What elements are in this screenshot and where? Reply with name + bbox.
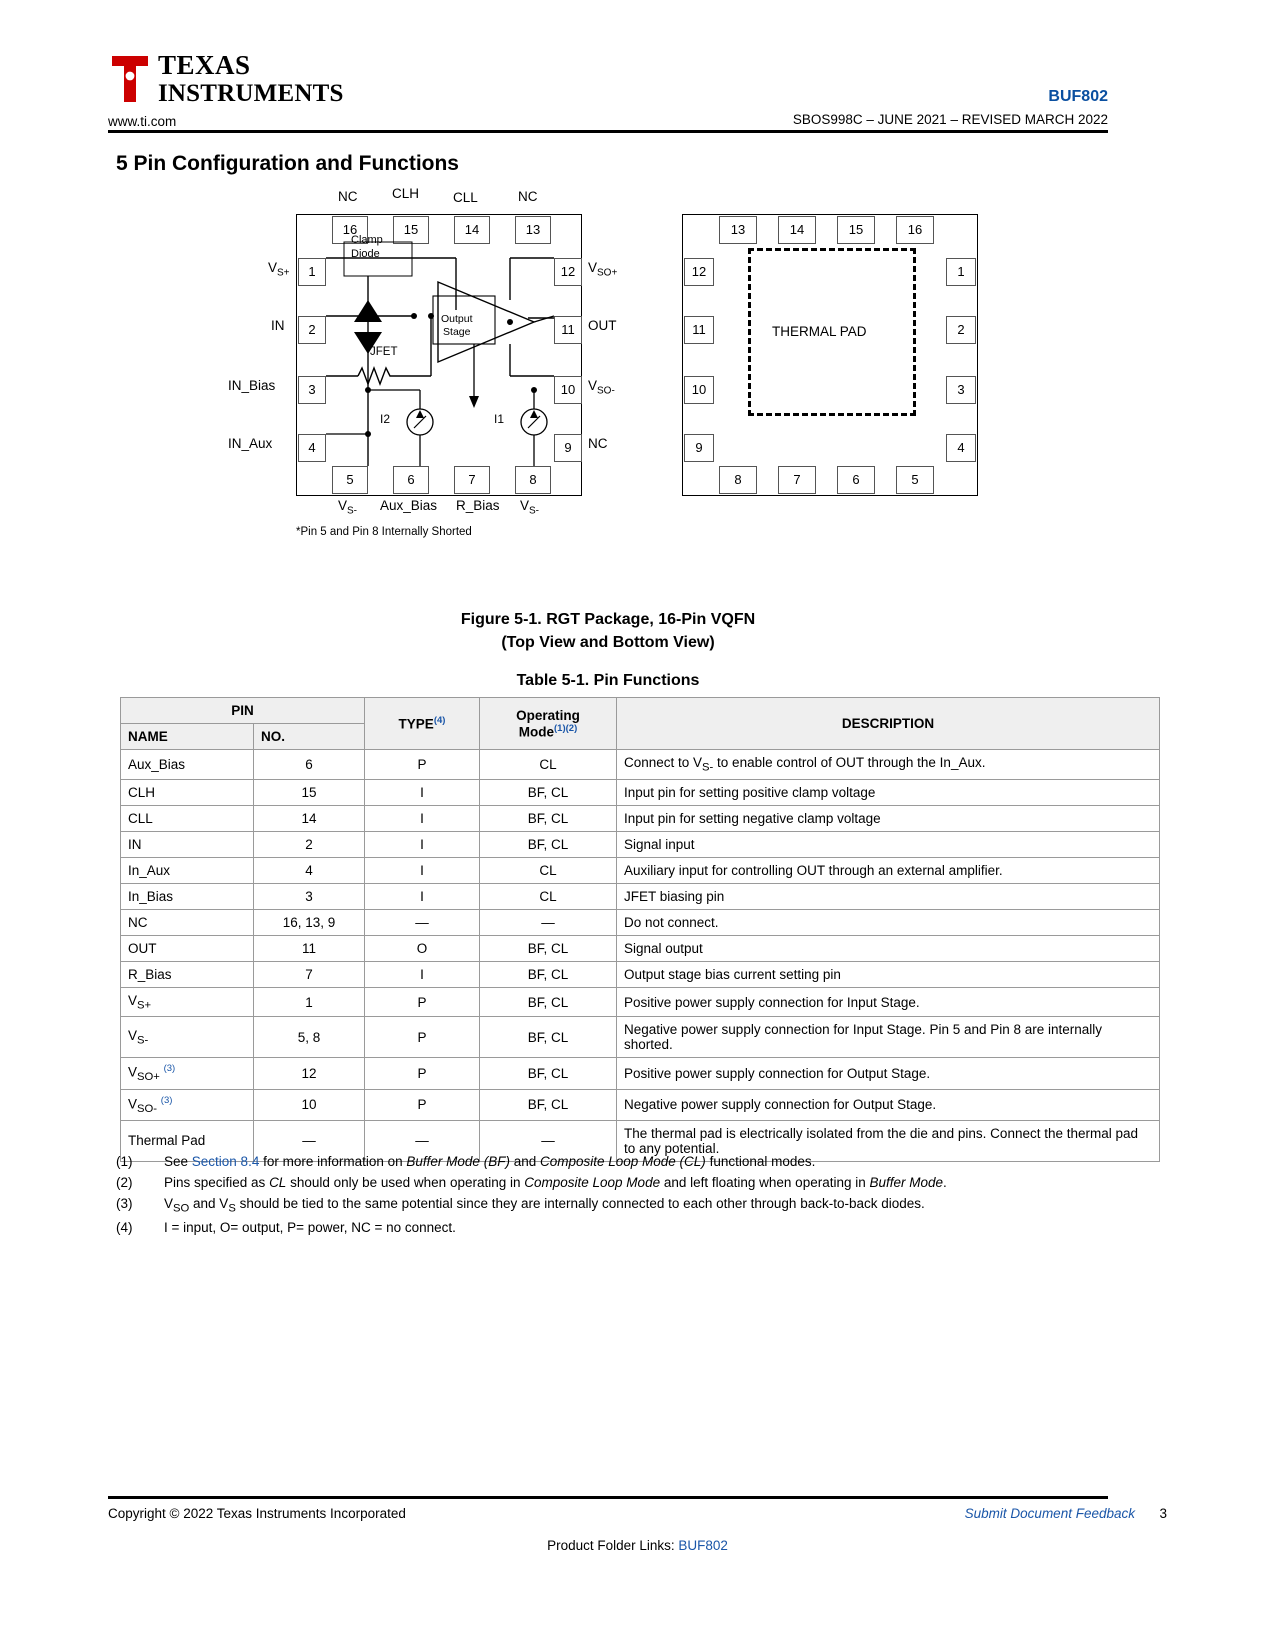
cell-pin-type: I — [365, 831, 480, 857]
cell-description: Signal input — [617, 831, 1160, 857]
ti-website[interactable]: www.ti.com — [108, 114, 177, 129]
footnote-2 — [116, 1173, 1116, 1194]
cell-operating-mode: BF, CL — [480, 805, 617, 831]
pin-functions-table — [120, 697, 1160, 1162]
footnote-4 — [116, 1218, 1116, 1239]
cell-pin-type: I — [365, 857, 480, 883]
table-row — [121, 1017, 1160, 1058]
bottom-view-pin-12: 12 — [684, 258, 714, 286]
internal-schematic — [296, 214, 582, 496]
cell-operating-mode: — — [480, 1120, 617, 1161]
cell-description: Do not connect. — [617, 909, 1160, 935]
top-view-pin-5: 5 — [332, 466, 368, 494]
footnotes — [116, 1152, 1116, 1239]
cell-operating-mode: BF, CL — [480, 779, 617, 805]
cell-pin-type: I — [365, 883, 480, 909]
bottom-view-pin-2: 2 — [946, 316, 976, 344]
cell-operating-mode: BF, CL — [480, 1017, 617, 1058]
top-view-pin-10: 10 — [554, 376, 582, 404]
top-pin-label-15: CLH — [392, 186, 420, 201]
bottom-view-pin-8: 8 — [719, 466, 757, 494]
bottom-view-pin-14: 14 — [778, 216, 816, 244]
package-figure — [108, 186, 1108, 606]
footer-divider — [108, 1496, 1108, 1499]
right-pin-label-vsominus: $V_{SO-}$ — [588, 378, 615, 397]
cell-pin-type: I — [365, 779, 480, 805]
cell-pin-no: 15 — [254, 779, 365, 805]
jfet-label: JFET — [370, 346, 398, 358]
top-view-pin-3: 3 — [298, 376, 326, 404]
cell-operating-mode: CL — [480, 857, 617, 883]
pin-functions-body — [121, 750, 1160, 1162]
left-pin-label-in: IN — [271, 318, 285, 333]
cell-operating-mode: BF, CL — [480, 1058, 617, 1089]
footnote-2-num: (2) — [116, 1174, 133, 1190]
page-title: 5 Pin Configuration and Functions — [116, 152, 459, 175]
top-view-pin-12: 12 — [554, 258, 582, 286]
figure-caption — [108, 608, 1108, 654]
header-divider — [108, 130, 1108, 133]
cell-pin-type: — — [365, 909, 480, 935]
bottom-view-pin-5b: 5 — [896, 466, 934, 494]
top-view-pin-15: 15 — [393, 216, 429, 244]
clamp-diode-label: Clamp Diode — [351, 234, 383, 260]
ti-logo — [108, 50, 344, 108]
cell-operating-mode: CL — [480, 750, 617, 780]
top-view-pin-16: 16 — [332, 216, 368, 244]
left-pin-label-in-aux: IN_Aux — [228, 436, 273, 451]
page-header — [108, 52, 1108, 137]
cell-description: Positive power supply connection for Input Stage. — [617, 987, 1160, 1017]
bottom-pin-label-8: $V_{S-}$ — [520, 498, 540, 517]
cell-pin-name: $V_{SO-}$ $^{(3)}$ — [121, 1089, 254, 1120]
top-view-pin-4: 4 — [298, 434, 326, 462]
bottom-pin-label-5: $V_{S-}$ — [338, 498, 358, 517]
table-row — [121, 779, 1160, 805]
cell-description: JFET biasing pin — [617, 883, 1160, 909]
bottom-pin-label-7: R_Bias — [456, 498, 500, 513]
submit-feedback-link[interactable]: Submit Document Feedback — [964, 1506, 1135, 1521]
bottom-view-pin-6: 6 — [837, 466, 875, 494]
table-row — [121, 987, 1160, 1017]
cell-pin-no: 12 — [254, 1058, 365, 1089]
cell-description: Negative power supply connection for Input Stage. Pin 5 and Pin 8 are internally shorted. — [617, 1017, 1160, 1058]
footnote-4-text: I = input, O= output, P= power, NC = no connect. — [164, 1219, 456, 1235]
table-row — [121, 1058, 1160, 1089]
cell-pin-type: P — [365, 1089, 480, 1120]
cell-pin-name: $V_{S-}$ — [121, 1017, 254, 1058]
bottom-view-pin-1: 1 — [946, 258, 976, 286]
footnote-2-text: Pins specified as CL should only be used when operating in Composite Loop Mode and left floating when operating in Buffer Mode. — [164, 1174, 947, 1190]
cell-pin-type: P — [365, 1058, 480, 1089]
table-row — [121, 1089, 1160, 1120]
cell-pin-name: Thermal Pad — [121, 1120, 254, 1161]
cell-operating-mode: — — [480, 909, 617, 935]
footnote-4-num: (4) — [116, 1219, 133, 1235]
cell-pin-name: CLL — [121, 805, 254, 831]
cell-pin-name: In_Aux — [121, 857, 254, 883]
product-folder-link[interactable]: BUF802 — [678, 1538, 728, 1553]
footnote-3-num: (3) — [116, 1195, 133, 1211]
cell-pin-no: 11 — [254, 935, 365, 961]
cell-pin-name: NC — [121, 909, 254, 935]
cell-description: Positive power supply connection for Output Stage. — [617, 1058, 1160, 1089]
cell-pin-type: P — [365, 750, 480, 780]
product-folder-prefix: Product Folder Links: — [547, 1538, 679, 1553]
bottom-pin-label-6: Aux_Bias — [380, 498, 438, 513]
th-type: TYPE$^{(4)}$ — [365, 698, 480, 750]
cell-description: Connect to $V_{S-}$ to enable control of OUT through the In_Aux. — [617, 750, 1160, 780]
table-row — [121, 831, 1160, 857]
cell-pin-no: 5, 8 — [254, 1017, 365, 1058]
footnote-1 — [116, 1152, 1116, 1173]
cell-pin-type: — — [365, 1120, 480, 1161]
figure-caption-line2: (Top View and Bottom View) — [501, 634, 715, 652]
cell-pin-name: In_Bias — [121, 883, 254, 909]
cell-pin-no: 6 — [254, 750, 365, 780]
cell-pin-no: 3 — [254, 883, 365, 909]
top-view-pin-8: 8 — [515, 466, 551, 494]
cell-description: Auxiliary input for controlling OUT through an external amplifier. — [617, 857, 1160, 883]
part-number: BUF802 — [1048, 88, 1108, 105]
bottom-view-pin-7: 7 — [778, 466, 816, 494]
table-header-row-1 — [121, 698, 1160, 724]
document-id: SBOS998C – JUNE 2021 – REVISED MARCH 2022 — [792, 112, 1108, 127]
top-view-pin-7: 7 — [454, 466, 490, 494]
cell-description: Input pin for setting positive clamp voltage — [617, 779, 1160, 805]
cell-pin-type: P — [365, 1017, 480, 1058]
cell-pin-no: 2 — [254, 831, 365, 857]
cell-pin-name: R_Bias — [121, 961, 254, 987]
th-name: NAME — [121, 724, 254, 750]
cell-pin-name: $V_{SO+}$ $^{(3)}$ — [121, 1058, 254, 1089]
table-row — [121, 857, 1160, 883]
right-pin-label-vsoplus: $V_{SO+}$ — [588, 260, 618, 279]
ti-logo-line2: INSTRUMENTS — [158, 80, 344, 107]
footnote-1-num: (1) — [116, 1154, 133, 1169]
section-8-4-link[interactable]: Section 8.4 — [191, 1154, 260, 1169]
i1-label: I1 — [494, 412, 505, 426]
cell-pin-no: 16, 13, 9 — [254, 909, 365, 935]
bottom-view-pin-13: 13 — [719, 216, 757, 244]
th-no: NO. — [254, 724, 365, 750]
cell-operating-mode: CL — [480, 883, 617, 909]
table-row — [121, 935, 1160, 961]
bottom-view-pin-16: 16 — [896, 216, 934, 244]
top-view-pin-6: 6 — [393, 466, 429, 494]
cell-pin-no: 14 — [254, 805, 365, 831]
top-pin-label-16: NC — [338, 189, 358, 204]
thermal-pad-label: THERMAL PAD — [772, 324, 867, 339]
top-view-pin-14: 14 — [454, 216, 490, 244]
footnote-1-text: See Section 8.4 for more information on Buffer Mode (BF) and Composite Loop Mode (CL) functional modes. — [164, 1154, 816, 1169]
ti-logo-mark — [108, 54, 152, 104]
right-pin-label-nc: NC — [588, 436, 608, 451]
cell-pin-name: IN — [121, 831, 254, 857]
ti-logo-line1: TEXAS — [158, 50, 251, 80]
cell-pin-name: OUT — [121, 935, 254, 961]
table-row — [121, 961, 1160, 987]
cell-pin-name: $V_{S+}$ — [121, 987, 254, 1017]
top-view-pin-2: 2 — [298, 316, 326, 344]
cell-pin-name: CLH — [121, 779, 254, 805]
top-pin-label-14: CLL — [453, 190, 478, 205]
table-caption: Table 5-1. Pin Functions — [516, 672, 700, 689]
cell-operating-mode: BF, CL — [480, 1089, 617, 1120]
page-number: 3 — [1159, 1506, 1167, 1521]
copyright-text: Copyright © 2022 Texas Instruments Incorporated — [108, 1506, 406, 1521]
bottom-view-pin-15: 15 — [837, 216, 875, 244]
th-description: DESCRIPTION — [617, 698, 1160, 750]
left-pin-label-vsplus: $V_{S+}$ — [268, 260, 290, 279]
cell-pin-type: I — [365, 805, 480, 831]
bottom-view-pin-3: 3 — [946, 376, 976, 404]
footnote-3-text: $V_{SO}$ and $V_S$ should be tied to the same potential since they are internally connected to each other through back-to-back diodes. — [164, 1195, 925, 1215]
cell-description: Negative power supply connection for Output Stage. — [617, 1089, 1160, 1120]
cell-operating-mode: BF, CL — [480, 961, 617, 987]
left-pin-label-in-bias: IN_Bias — [228, 378, 276, 393]
cell-pin-no: 10 — [254, 1089, 365, 1120]
cell-operating-mode: BF, CL — [480, 987, 617, 1017]
output-stage-label: Output Stage — [441, 313, 473, 339]
footnote-3 — [116, 1194, 1116, 1218]
ti-logo-text — [158, 52, 344, 106]
top-view-pin-11: 11 — [554, 316, 582, 344]
cell-description: Output stage bias current setting pin — [617, 961, 1160, 987]
cell-pin-type: O — [365, 935, 480, 961]
right-pin-label-out: OUT — [588, 318, 617, 333]
cell-pin-no: 4 — [254, 857, 365, 883]
cell-pin-no: 1 — [254, 987, 365, 1017]
i2-label: I2 — [380, 412, 391, 426]
bottom-view-pin-11: 11 — [684, 316, 714, 344]
bottom-view-pin-4: 4 — [946, 434, 976, 462]
cell-pin-no: 7 — [254, 961, 365, 987]
top-view-pin-9: 9 — [554, 434, 582, 462]
cell-description: Signal output — [617, 935, 1160, 961]
top-view-pin-1: 1 — [298, 258, 326, 286]
table-row — [121, 909, 1160, 935]
bottom-view-pin-10: 10 — [684, 376, 714, 404]
product-folder-links — [0, 1538, 1275, 1553]
th-pin-group: PIN — [121, 698, 365, 724]
cell-operating-mode: BF, CL — [480, 831, 617, 857]
top-view-pin-13: 13 — [515, 216, 551, 244]
cell-pin-no: — — [254, 1120, 365, 1161]
bottom-view-pin-9: 9 — [684, 434, 714, 462]
top-pin-label-13: NC — [518, 189, 538, 204]
th-operating-mode: Operating Mode$^{(1)(2)}$ — [480, 698, 617, 750]
cell-description: Input pin for setting negative clamp voltage — [617, 805, 1160, 831]
table-row — [121, 750, 1160, 780]
table-row — [121, 805, 1160, 831]
cell-pin-name: Aux_Bias — [121, 750, 254, 780]
cell-pin-type: P — [365, 987, 480, 1017]
cell-pin-type: I — [365, 961, 480, 987]
figure-note: *Pin 5 and Pin 8 Internally Shorted — [296, 526, 472, 538]
table-row — [121, 883, 1160, 909]
cell-operating-mode: BF, CL — [480, 935, 617, 961]
cell-description: The thermal pad is electrically isolated from the die and pins. Connect the thermal pad to any potential. — [617, 1120, 1160, 1161]
figure-caption-line1: Figure 5-1. RGT Package, 16-Pin VQFN — [460, 611, 756, 628]
